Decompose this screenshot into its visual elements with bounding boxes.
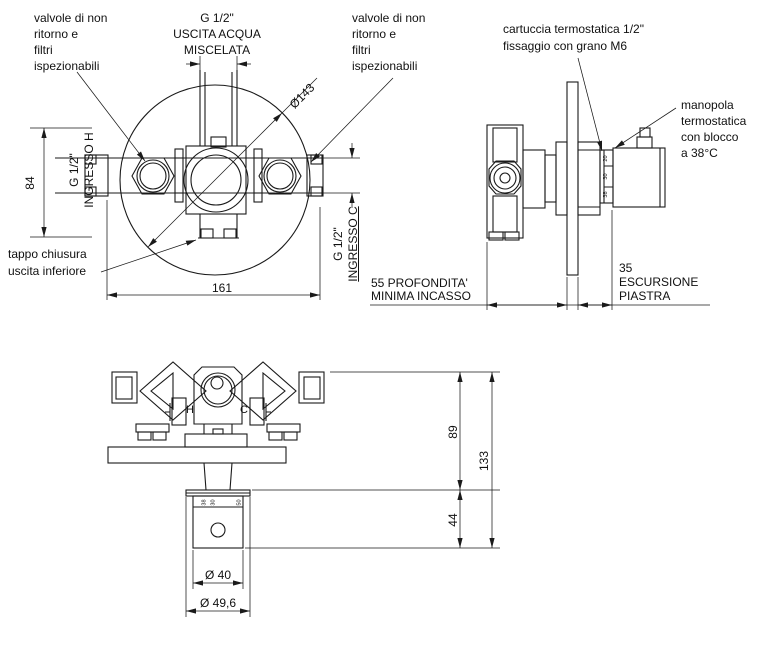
label-line: PIASTRA — [619, 289, 671, 303]
label-line: filtri — [352, 43, 371, 57]
dim-label-133: 133 — [477, 450, 491, 472]
label-line: valvole di non — [34, 11, 108, 25]
dim-label-40: Ø 40 — [204, 568, 231, 582]
label-outlet — [152, 10, 282, 58]
bottom-outlet-plug — [198, 214, 239, 238]
outlet-tube — [200, 70, 237, 146]
bottom-view-body — [108, 362, 324, 548]
label-line: G 1/2" — [200, 11, 234, 25]
cold-port-fitting — [250, 398, 264, 425]
label-line: tappo chiusura — [8, 247, 87, 261]
label-line: ESCURSIONE — [619, 275, 699, 289]
label-line: ispezionabili — [34, 59, 100, 73]
label-line: a 38°C — [681, 146, 718, 160]
bottom-view-plate — [108, 447, 286, 463]
label-plug — [8, 246, 87, 280]
dim-label-44: 44 — [446, 513, 460, 527]
scale-mark: 50 — [236, 499, 243, 506]
dial-mark: 38 — [603, 191, 609, 198]
label-line: filtri — [34, 43, 53, 57]
thermostatic-handle — [613, 148, 665, 207]
leader-handle — [615, 108, 676, 148]
dim-label-diameter: Ø143 — [286, 80, 318, 112]
label-line: INGRESSO C — [346, 206, 360, 282]
label-line: USCITA ACQUA — [173, 27, 261, 41]
label-line: termostatica — [681, 114, 747, 128]
lock-button — [637, 137, 652, 148]
label-inlet-h — [67, 105, 97, 235]
side-arm-outer — [487, 125, 523, 238]
port-label-cold: C — [240, 404, 248, 416]
label-line: INGRESSO H — [82, 132, 96, 208]
label-valves-left — [34, 10, 107, 74]
side-view-body — [487, 82, 665, 275]
label-line: ritorno e — [352, 27, 397, 41]
leader-plug — [101, 240, 196, 272]
wall-plate — [567, 82, 578, 275]
dim-label-496: Ø 49,6 — [199, 596, 237, 610]
dim-label-84: 84 — [23, 176, 37, 190]
central-bore-inner — [191, 155, 241, 205]
label-valves-right — [352, 10, 425, 74]
label-line: valvole di non — [352, 11, 426, 25]
label-line: G 1/2" — [67, 153, 81, 187]
label-line: MISCELATA — [183, 43, 251, 57]
label-line: fissaggio con grano M6 — [503, 39, 628, 53]
label-line: 35 — [619, 261, 633, 275]
label-line: manopola — [681, 98, 734, 112]
label-line: uscita inferiore — [8, 264, 87, 278]
dim-label-89: 89 — [446, 425, 460, 439]
dial-mark: 30 — [603, 173, 609, 180]
scale-mark: 30 — [210, 499, 217, 506]
label-handle — [681, 97, 746, 161]
label-line: con blocco — [681, 130, 739, 144]
label-cartridge — [503, 21, 644, 55]
port-label-hot: H — [186, 404, 194, 416]
label-inlet-c — [331, 179, 361, 309]
label-line: cartuccia termostatica 1/2" — [503, 22, 644, 36]
scale-mark: 38 — [201, 499, 208, 506]
label-line: ritorno e — [34, 27, 79, 41]
leader-cartridge — [578, 58, 602, 151]
dial-mark: 20 — [603, 155, 609, 162]
label-depth — [371, 277, 471, 303]
label-line: MINIMA INCASSO — [371, 289, 472, 303]
label-line: 55 PROFONDITA' — [371, 276, 468, 290]
dim-label-161: 161 — [211, 281, 233, 295]
label-plate-travel — [619, 261, 698, 303]
label-line: ispezionabili — [352, 59, 418, 73]
label-line: G 1/2" — [331, 227, 345, 261]
